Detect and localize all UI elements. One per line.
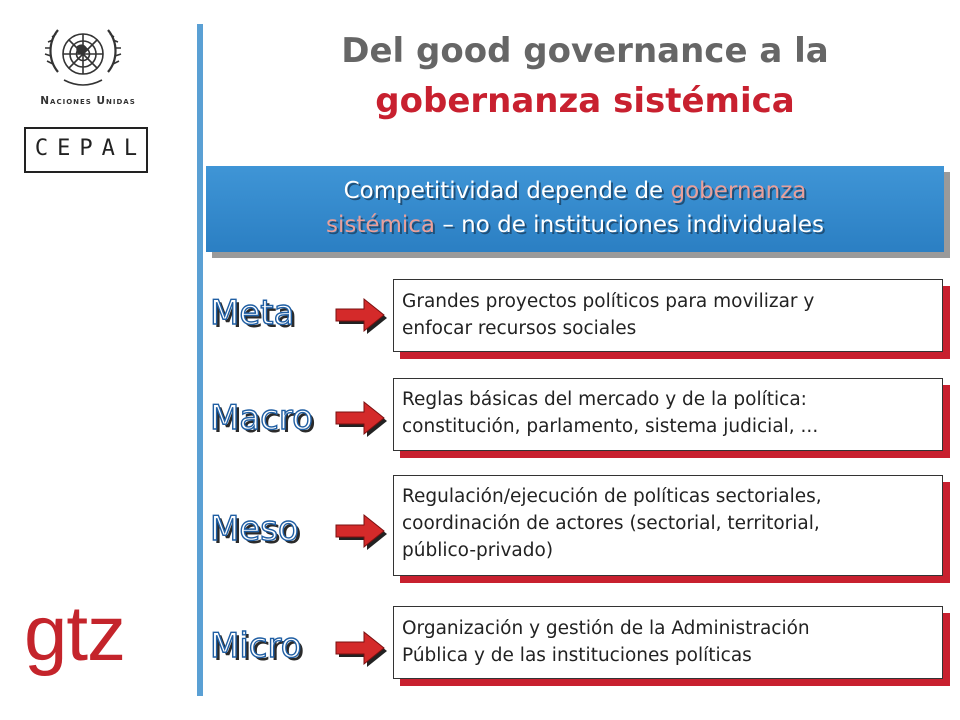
arrow-right-icon xyxy=(332,628,388,668)
banner-text-part-1: Competitividad depende de xyxy=(343,178,671,204)
description-macro xyxy=(402,386,818,440)
title-line-2: gobernanza sistémica xyxy=(375,81,795,121)
banner-highlight-2: sistémica xyxy=(325,212,436,238)
description-line: coordinación de actores (sectorial, territorial, xyxy=(402,513,820,534)
description-meso xyxy=(402,483,822,564)
banner-text-part-3: – no de instituciones individuales xyxy=(435,212,825,238)
un-caption: Naciones Unidas xyxy=(40,95,136,107)
description-line: Organización y gestión de la Administración xyxy=(402,618,810,639)
banner-highlight-1: gobernanza xyxy=(670,178,807,204)
description-micro xyxy=(402,615,810,669)
title-line-1: Del good governance a la xyxy=(341,31,829,71)
arrow-right-icon xyxy=(332,511,388,551)
arrow-right-icon xyxy=(332,398,388,438)
level-label-meta: Meta xyxy=(210,293,295,333)
description-line: constitución, parlamento, sistema judicial, ... xyxy=(402,416,819,437)
banner-text xyxy=(206,174,944,242)
description-line: enfocar recursos sociales xyxy=(402,318,637,339)
description-line: Regulación/ejecución de políticas sectoriales, xyxy=(402,486,822,507)
description-line: Reglas básicas del mercado y de la política: xyxy=(402,389,807,410)
description-line: Grandes proyectos políticos para movilizar y xyxy=(402,291,815,312)
cepal-logo: CEPAL xyxy=(34,136,147,161)
level-label-meso: Meso xyxy=(210,509,299,549)
description-line: Pública y de las instituciones políticas xyxy=(402,645,752,666)
slide-title xyxy=(210,26,960,126)
gtz-logo: gtz xyxy=(24,589,126,677)
description-meta xyxy=(402,288,814,342)
arrow-right-icon xyxy=(332,295,388,335)
description-line: público-privado) xyxy=(402,540,554,561)
level-label-micro: Micro xyxy=(210,626,302,666)
level-label-macro: Macro xyxy=(210,398,313,438)
un-emblem-icon xyxy=(44,20,122,96)
vertical-divider xyxy=(197,24,203,696)
